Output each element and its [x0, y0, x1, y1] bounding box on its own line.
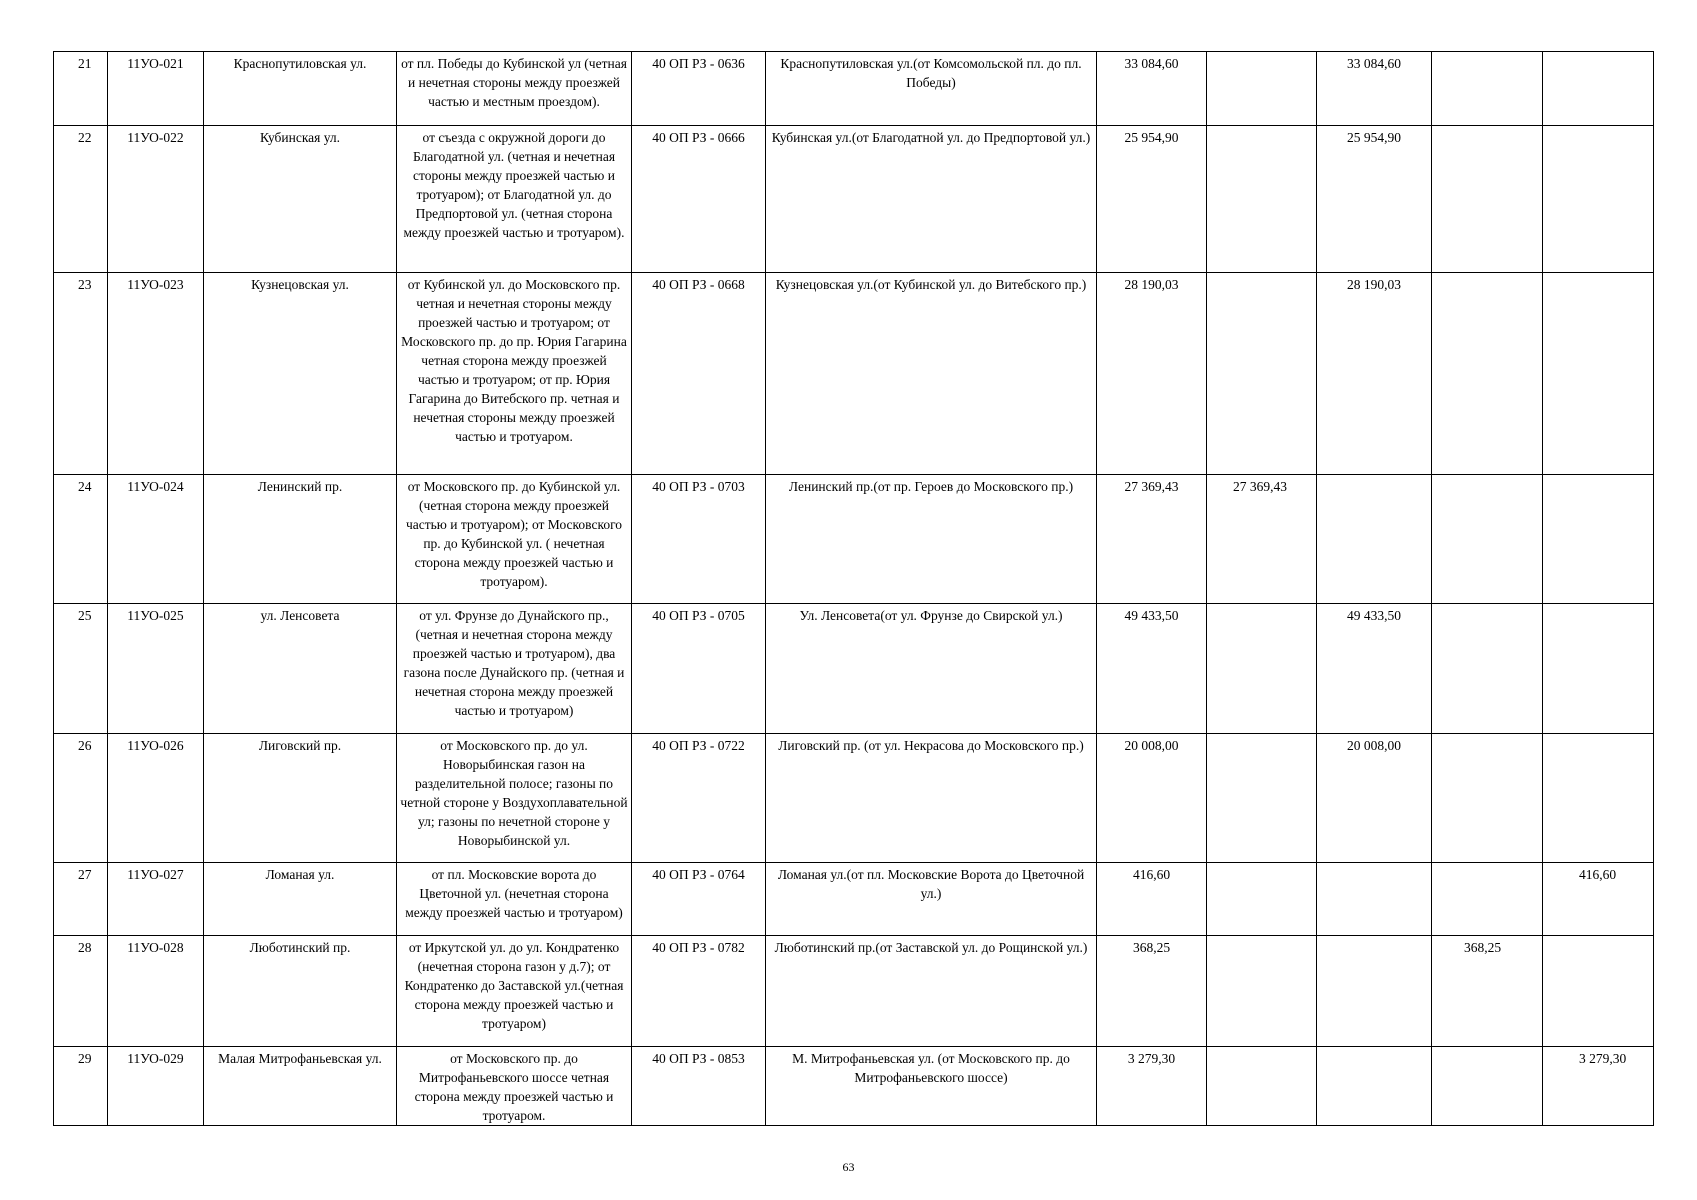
cell-area-col10	[1432, 126, 1543, 273]
cell-road-name: Ломаная ул.(от пл. Московские Ворота до Цветочной ул.)	[766, 863, 1097, 936]
cell-code: 11УО-025	[108, 604, 204, 734]
cell-code: 11УО-028	[108, 936, 204, 1047]
cell-area-col9	[1317, 475, 1432, 604]
cell-area-col9: 25 954,90	[1317, 126, 1432, 273]
cell-registry-number: 40 ОП РЗ - 0703	[632, 475, 766, 604]
cell-registry-number: 40 ОП РЗ - 0668	[632, 273, 766, 475]
cell-area-col8	[1207, 52, 1317, 126]
cell-road-name: М. Митрофаньевская ул. (от Московского пр. до Митрофаньевского шоссе)	[766, 1047, 1097, 1126]
cell-road-name: Люботинский пр.(от Заставской ул. до Рощинской ул.)	[766, 936, 1097, 1047]
cell-area-col10	[1432, 475, 1543, 604]
cell-registry-number: 40 ОП РЗ - 0764	[632, 863, 766, 936]
cell-total-area: 20 008,00	[1097, 734, 1207, 863]
cell-area-col9	[1317, 936, 1432, 1047]
cell-area-col9: 33 084,60	[1317, 52, 1432, 126]
cell-street: Ломаная ул.	[204, 863, 397, 936]
cell-description: от Иркутской ул. до ул. Кондратенко (нечетная сторона газон у д.7); от Кондратенко до Заставской ул.(четная сторона между проезжей частью и тротуаром)	[397, 936, 632, 1047]
cell-total-area: 33 084,60	[1097, 52, 1207, 126]
cell-code: 11УО-022	[108, 126, 204, 273]
cell-registry-number: 40 ОП РЗ - 0705	[632, 604, 766, 734]
cell-number: 21	[54, 52, 108, 126]
cell-number: 27	[54, 863, 108, 936]
cell-road-name: Лиговский пр. (от ул. Некрасова до Московского пр.)	[766, 734, 1097, 863]
table-row	[54, 475, 1654, 604]
cell-area-col8	[1207, 126, 1317, 273]
cell-code: 11УО-023	[108, 273, 204, 475]
cell-street: Люботинский пр.	[204, 936, 397, 1047]
cell-street: ул. Ленсовета	[204, 604, 397, 734]
cell-area-col11	[1543, 52, 1654, 126]
cell-total-area: 368,25	[1097, 936, 1207, 1047]
cell-area-col11: 3 279,30	[1543, 1047, 1654, 1126]
cell-code: 11УО-029	[108, 1047, 204, 1126]
cell-area-col10	[1432, 604, 1543, 734]
cell-area-col9	[1317, 1047, 1432, 1126]
cell-area-col11	[1543, 273, 1654, 475]
cell-area-col10	[1432, 863, 1543, 936]
cell-area-col10	[1432, 734, 1543, 863]
cell-area-col9	[1317, 863, 1432, 936]
cell-area-col11	[1543, 604, 1654, 734]
table-row	[54, 52, 1654, 126]
cell-street: Малая Митрофаньевская ул.	[204, 1047, 397, 1126]
cell-code: 11УО-021	[108, 52, 204, 126]
cell-area-col11	[1543, 126, 1654, 273]
cell-area-col11	[1543, 936, 1654, 1047]
cell-description: от пл. Московские ворота до Цветочной ул. (нечетная сторона между проезжей частью и тротуаром)	[397, 863, 632, 936]
cell-registry-number: 40 ОП РЗ - 0782	[632, 936, 766, 1047]
cell-street: Краснопутиловская ул.	[204, 52, 397, 126]
cell-area-col11	[1543, 734, 1654, 863]
cell-street: Ленинский пр.	[204, 475, 397, 604]
table-row	[54, 126, 1654, 273]
cell-street: Лиговский пр.	[204, 734, 397, 863]
cell-street: Кузнецовская ул.	[204, 273, 397, 475]
cell-area-col11: 416,60	[1543, 863, 1654, 936]
cell-area-col10: 368,25	[1432, 936, 1543, 1047]
cell-description: от Кубинской ул. до Московского пр. четная и нечетная стороны между проезжей частью и тротуаром; от Московского пр. до пр. Юрия Гагарина четная сторона между проезжей частью и тротуаром; от пр. Юрия Гагарина до Витебского пр. четная и нечетная стороны между проезжей частью и тротуаром.	[397, 273, 632, 475]
cell-total-area: 3 279,30	[1097, 1047, 1207, 1126]
cell-description: от съезда с окружной дороги до Благодатной ул. (четная и нечетная стороны между проезжей частью и тротуаром); от Благодатной ул. до Предпортовой ул. (четная сторона между проезжей частью и тротуаром).	[397, 126, 632, 273]
cell-registry-number: 40 ОП РЗ - 0636	[632, 52, 766, 126]
cell-total-area: 49 433,50	[1097, 604, 1207, 734]
cell-area-col11	[1543, 475, 1654, 604]
cell-total-area: 416,60	[1097, 863, 1207, 936]
cell-road-name: Кузнецовская ул.(от Кубинской ул. до Витебского пр.)	[766, 273, 1097, 475]
cell-area-col8	[1207, 604, 1317, 734]
cell-registry-number: 40 ОП РЗ - 0722	[632, 734, 766, 863]
cell-area-col9: 20 008,00	[1317, 734, 1432, 863]
cell-area-col8	[1207, 863, 1317, 936]
cell-area-col8	[1207, 734, 1317, 863]
cell-description: от Московского пр. до Кубинской ул. (четная сторона между проезжей частью и тротуаром); от Московского пр. до Кубинской ул. ( нечетная сторона между проезжей частью и тротуаром).	[397, 475, 632, 604]
cell-area-col10	[1432, 1047, 1543, 1126]
cell-description: от ул. Фрунзе до Дунайского пр., (четная и нечетная сторона между проезжей частью и тротуаром), два газона после Дунайского пр. (четная и нечетная сторона между проезжей частью и тротуаром)	[397, 604, 632, 734]
data-table	[53, 51, 1654, 1126]
cell-number: 28	[54, 936, 108, 1047]
cell-number: 26	[54, 734, 108, 863]
table-row	[54, 1047, 1654, 1126]
cell-road-name: Краснопутиловская ул.(от Комсомольской пл. до пл. Победы)	[766, 52, 1097, 126]
cell-road-name: Ул. Ленсовета(от ул. Фрунзе до Свирской ул.)	[766, 604, 1097, 734]
cell-description: от Московского пр. до ул. Новорыбинская газон на разделительной полосе; газоны по четной стороне у Воздухоплавательной ул; газоны по нечетной стороне у Новорыбинской ул.	[397, 734, 632, 863]
cell-area-col8	[1207, 936, 1317, 1047]
table-row	[54, 734, 1654, 863]
cell-number: 24	[54, 475, 108, 604]
cell-total-area: 25 954,90	[1097, 126, 1207, 273]
cell-area-col9: 49 433,50	[1317, 604, 1432, 734]
cell-total-area: 27 369,43	[1097, 475, 1207, 604]
cell-road-name: Кубинская ул.(от Благодатной ул. до Предпортовой ул.)	[766, 126, 1097, 273]
cell-total-area: 28 190,03	[1097, 273, 1207, 475]
cell-area-col10	[1432, 52, 1543, 126]
cell-area-col8	[1207, 1047, 1317, 1126]
table-body	[54, 52, 1654, 1126]
cell-registry-number: 40 ОП РЗ - 0853	[632, 1047, 766, 1126]
cell-description: от пл. Победы до Кубинской ул (четная и нечетная стороны между проезжей частью и местным проездом).	[397, 52, 632, 126]
cell-area-col9: 28 190,03	[1317, 273, 1432, 475]
page-number: 63	[842, 1160, 855, 1174]
table-row	[54, 863, 1654, 936]
cell-code: 11УО-024	[108, 475, 204, 604]
table-row	[54, 604, 1654, 734]
cell-number: 22	[54, 126, 108, 273]
cell-street: Кубинская ул.	[204, 126, 397, 273]
cell-area-col10	[1432, 273, 1543, 475]
table-row	[54, 936, 1654, 1047]
cell-description: от Московского пр. до Митрофаньевского шоссе четная сторона между проезжей частью и тротуаром.	[397, 1047, 632, 1126]
cell-area-col8: 27 369,43	[1207, 475, 1317, 604]
cell-number: 29	[54, 1047, 108, 1126]
cell-code: 11УО-026	[108, 734, 204, 863]
cell-registry-number: 40 ОП РЗ - 0666	[632, 126, 766, 273]
cell-area-col8	[1207, 273, 1317, 475]
table-row	[54, 273, 1654, 475]
cell-number: 25	[54, 604, 108, 734]
cell-road-name: Ленинский пр.(от пр. Героев до Московского пр.)	[766, 475, 1097, 604]
cell-number: 23	[54, 273, 108, 475]
cell-code: 11УО-027	[108, 863, 204, 936]
